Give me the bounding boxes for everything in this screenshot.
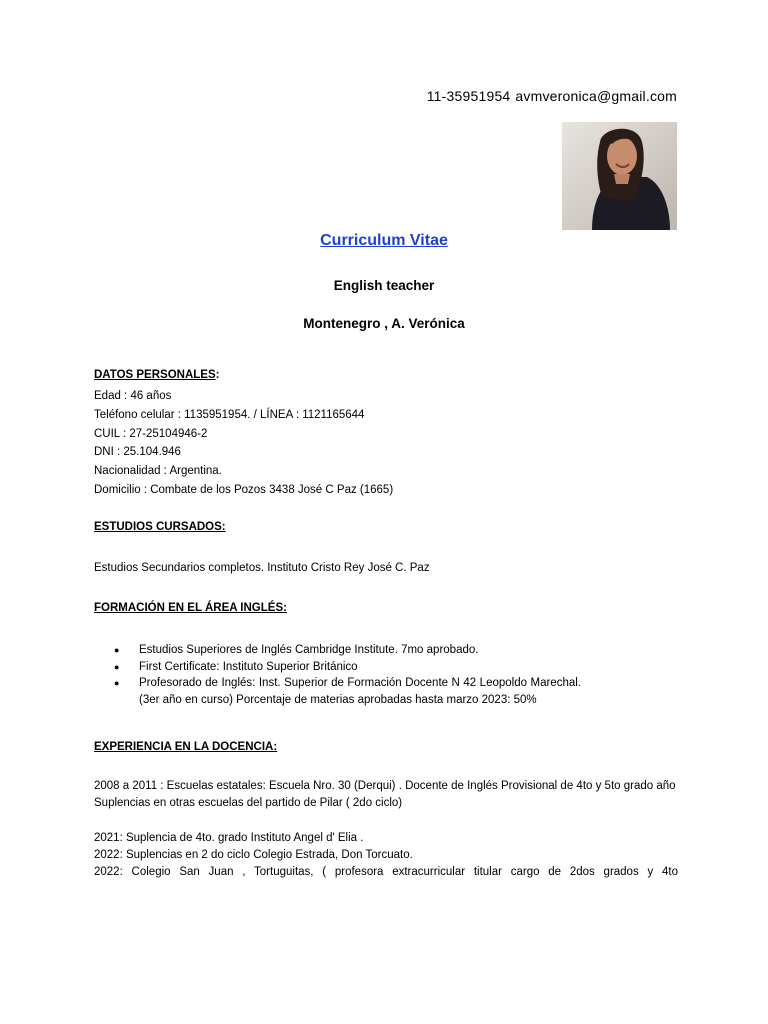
personal-cuil: CUIL : 27-25104946-2 <box>94 428 208 440</box>
experiencia-2022-estrada: 2022: Suplencias en 2 do ciclo Colegio Estrada, Don Torcuato. <box>94 849 413 861</box>
personal-age: Edad : 46 años <box>94 390 172 402</box>
experiencia-2022-san-juan: 2022: Colegio San Juan , Tortuguitas, ( profesora extracurricular titular cargo de 2dos grados y 4to <box>94 866 678 878</box>
experiencia-2021: 2021: Suplencia de 4to. grado Instituto Angel d' Elia . <box>94 832 364 844</box>
list-item: ● First Certificate: Instituto Superior Británico <box>114 659 581 676</box>
section-heading-formacion: FORMACIÓN EN EL ÁREA INGLÉS: <box>94 602 287 614</box>
role-title: English teacher <box>333 278 435 293</box>
contact-line <box>427 88 677 104</box>
contact-phone: 11-35951954 <box>426 88 511 104</box>
section-heading-estudios: ESTUDIOS CURSADOS: <box>94 521 226 533</box>
formacion-list <box>114 642 581 708</box>
bullet-icon: ● <box>114 645 120 655</box>
bullet-icon: ● <box>114 661 120 672</box>
person-name: Montenegro , A. Verónica <box>303 316 465 331</box>
personal-address: Domicilio : Combate de los Pozos 3438 José C Paz (1665) <box>94 484 394 496</box>
list-item: ● Estudios Superiores de Inglés Cambridge Institute. 7mo aprobado. <box>114 642 581 659</box>
personal-phone: Teléfono celular : 1135951954. / LÍNEA : 1121165644 <box>94 409 365 421</box>
personal-dni: DNI : 25.104.946 <box>94 446 181 458</box>
section-heading-datos-personales: DATOS PERSONALES: <box>94 369 220 381</box>
list-item: ● Profesorado de Inglés: Inst. Superior de Formación Docente N 42 Leopoldo Marechal. (3er año en curso) Porcentaje de materias aprobadas hasta marzo 2023: 50% <box>114 677 581 706</box>
bullet-icon: ● <box>114 678 120 688</box>
profile-photo <box>562 122 677 230</box>
personal-nationality: Nacionalidad : Argentina. <box>94 465 222 477</box>
estudios-secundarios: Estudios Secundarios completos. Instituto Cristo Rey José C. Paz <box>94 562 430 574</box>
section-heading-experiencia: EXPERIENCIA EN LA DOCENCIA: <box>94 741 278 753</box>
document-title: Curriculum Vitae <box>320 232 448 249</box>
contact-email[interactable]: avmveronica@gmail.com <box>515 88 677 104</box>
experiencia-2008-2011: 2008 a 2011 : Escuelas estatales: Escuela Nro. 30 (Derqui) . Docente de Inglés Provisional de 4to y 5to grado año Suplencias en otras escuelas del partido de Pilar ( 2do ciclo) <box>94 780 676 809</box>
